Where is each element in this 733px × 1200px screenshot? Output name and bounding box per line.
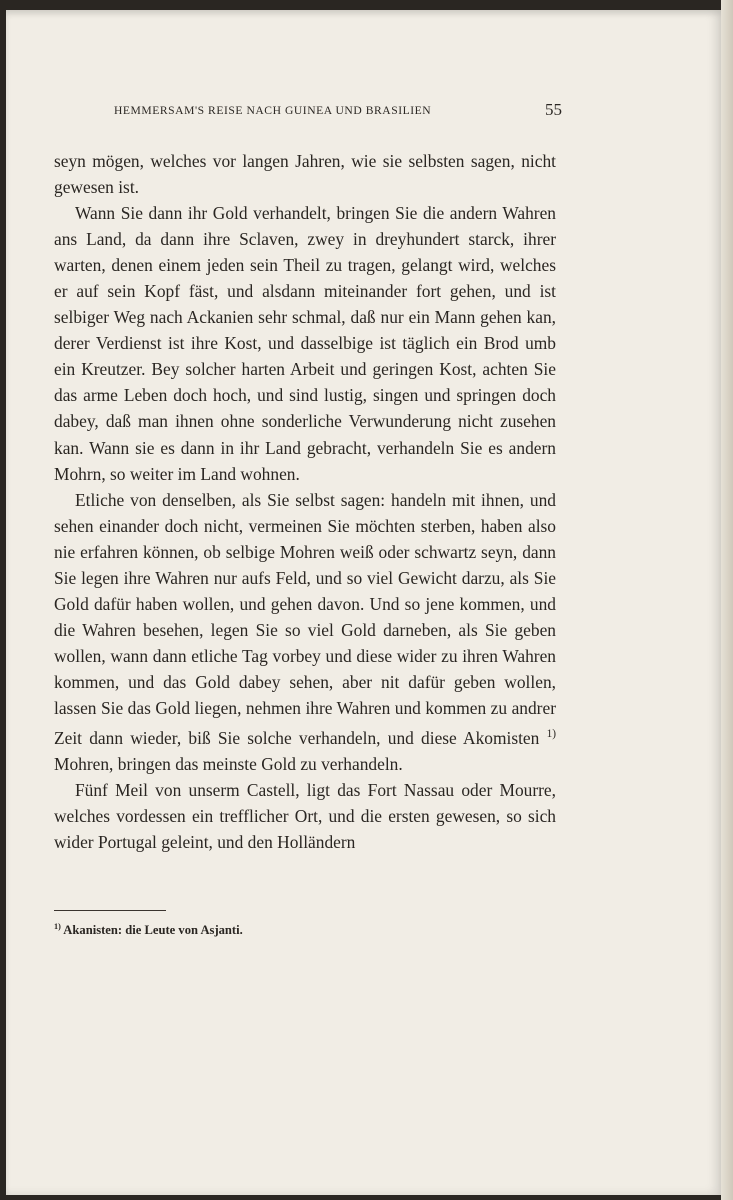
paragraph: seyn mögen, welches vor langen Jahren, wie sie selbsten sagen, nicht gewesen ist.: [54, 151, 556, 198]
page-number: 55: [545, 100, 562, 119]
running-title: HEMMERSAM'S REISE NACH GUINEA UND BRASILIEN: [114, 104, 432, 117]
page-edge: [721, 0, 733, 1200]
footnote-reference: [547, 728, 556, 748]
footnote-reference-marker: 1): [546, 728, 556, 741]
paragraph: Fünf Meil von unserm Castell, ligt das Fort Nassau oder Mourre, welches vordessen ein trefflicher Ort, und die ersten gewesen, so sich wider Portugal geleint, und den Holländern: [54, 779, 556, 853]
footnote-marker: 1): [54, 922, 61, 931]
footnote: [54, 922, 554, 938]
paragraph: Wann Sie dann ihr Gold verhandelt, bringen Sie die andern Wahren ans Land, da dann ihre Sclaven, zwey in dreyhundert starck, ihrer warten, denen einem jeden sein Theil zu tragen, gelangt wird, welches er auf sein Kopf fäst, und alsdann miteinander fort gehen, und ist selbiger Weg nach Ackanien sehr schmal, daß nur ein Mann gehen kan, derer Verdienst ist ihre Kost, und dasselbige ist täglich ein Brod umb ein Kreutzer. Bey solcher harten Arbeit und geringen Kost, achten Sie das arme Leben doch hoch, und sind lustig, singen und springen doch dabey, daß man ihnen ohne sonderliche Verwunderung nicht zusehen kan. Wann sie es dann in ihr Land gebracht, verhandeln Sie es andern Mohrn, so weiter im Land wohnen.: [54, 203, 556, 484]
paragraph-text: Mohren, bringen das meinste Gold zu verhandeln.: [54, 753, 403, 774]
footnote-text: Akanisten: die Leute von Asjanti.: [63, 923, 243, 938]
footnote-divider: [54, 910, 166, 911]
paragraph: [54, 487, 556, 777]
page-body: [54, 148, 556, 855]
paragraph-text: Etliche von denselben, als Sie selbst sagen: handeln mit ihnen, und sehen einander doch nicht, vermeinen Sie möchten sterben, haben also nie erfahren können, ob selbige Mohren weiß oder schwartz seyn, dann Sie legen ihre Wahren nur aufs Feld, und so viel Gewicht darzu, als Sie Gold dafür haben wollen, und gehen davon. Und so jene kommen, und die Wahren besehen, legen Sie so viel Gold darneben, als Sie geben wollen, wann dann etliche Tag vorbey und diese wider zu ihren Wahren kommen, und das Gold dabey sehen, aber nit dafür geben wollen, lassen Sie das Gold liegen, nehmen ihre Wahren und kommen zu andrer Zeit dann wieder, biß Sie solche verhandeln, und diese Akomisten: [54, 489, 556, 748]
